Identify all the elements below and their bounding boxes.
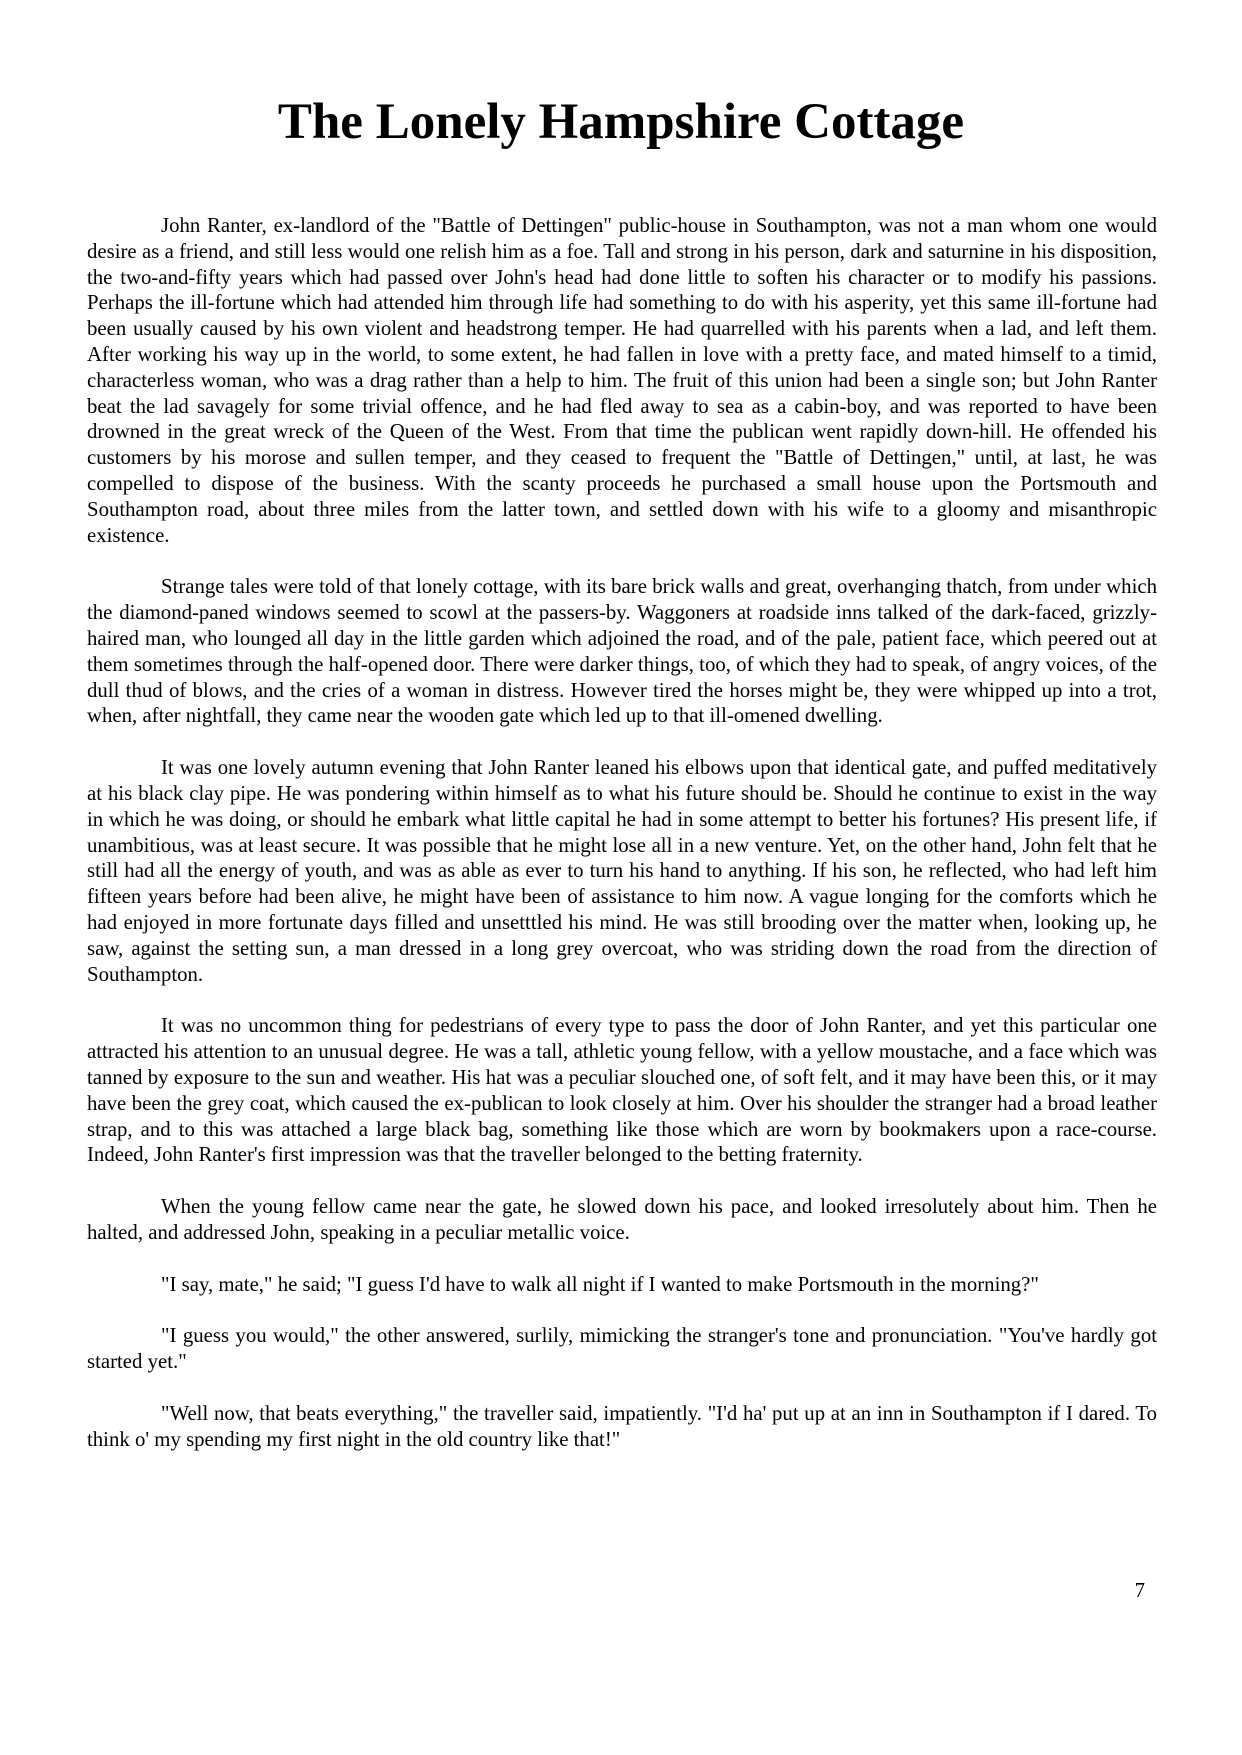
page-title: The Lonely Hampshire Cottage	[277, 94, 965, 150]
paragraph-4: It was no uncommon thing for pedestrians of every type to pass the door of John Ranter, and yet this particular one attracted his attention to an unusual degree. He was a tall, athletic young fellow, with a yellow moustache, and a face which was tanned by exposure to the sun and weather. His hat was a peculiar slouched one, of soft felt, and it may have been this, or it may have been the grey coat, which caused the ex-publican to look closely at him. Over his shoulder the stranger had a broad leather strap, and to this was attached a large black bag, something like those which are worn by bookmakers upon a race-course. Indeed, John Ranter's first impression was that the traveller belonged to the betting fraternity.	[87, 1014, 1157, 1167]
paragraph-2: Strange tales were told of that lonely cottage, with its bare brick walls and great, overhanging thatch, from under which the diamond-paned windows seemed to scowl at the passers-by. Waggoners at roadside inns talked of the dark-faced, grizzly-haired man, who lounged all day in the little garden which adjoined the road, and of the pale, patient face, which peered out at them sometimes through the half-opened door. There were darker things, too, of which they had to speak, of angry voices, of the dull thud of blows, and the cries of a woman in distress. However tired the horses might be, they were whipped up into a trot, when, after nightfall, they came near the wooden gate which led up to that ill-omened dwelling.	[87, 575, 1157, 728]
paragraph-5: When the young fellow came near the gate, he slowed down his pace, and looked irresolutely about him. Then he halted, and addressed John, speaking in a peculiar metallic voice.	[87, 1195, 1157, 1244]
body-text	[87, 213, 1157, 1479]
paragraph-1: John Ranter, ex-landlord of the "Battle of Dettingen" public-house in Southampton, was not a man whom one would desire as a friend, and still less would one relish him as a foe. Tall and strong in his person, dark and saturnine in his disposition, the two-and-fifty years which had passed over John's head had done little to soften his character or to modify his passions. Perhaps the ill-fortune which had attended him through life had something to do with his asperity, yet this same ill-fortune had been usually caused by his own violent and headstrong temper. He had quarrelled with his parents when a lad, and left them. After working his way up in the world, to some extent, he had fallen in love with a pretty face, and mated himself to a timid, characterless woman, who was a drag rather than a help to him. The fruit of this union had been a single son; but John Ranter beat the lad savagely for some trivial offence, and he had fled away to sea as a cabin-boy, and was reported to have been drowned in the great wreck of the Queen of the West. From that time the publican went rapidly down-hill. He offended his customers by his morose and sullen temper, and they ceased to frequent the "Battle of Dettingen," until, at last, he was compelled to dispose of the business. With the scanty proceeds he purchased a small house upon the Portsmouth and Southampton road, about three miles from the latter town, and settled down with his wife to a gloomy and misanthropic existence.	[87, 214, 1157, 547]
page-number: 7	[1134, 1579, 1145, 1602]
paragraph-6: "I say, mate," he said; "I guess I'd have to walk all night if I wanted to make Portsmouth in the morning?"	[161, 1272, 1039, 1296]
paragraph-7: "I guess you would," the other answered, surlily, mimicking the stranger's tone and pronunciation. "You've hardly got started yet."	[87, 1324, 1157, 1374]
paragraph-8: "Well now, that beats everything," the traveller said, impatiently. "I'd ha' put up at an inn in Southampton if I dared. To think o' my spending my first night in the old country like that!"	[87, 1402, 1157, 1451]
paragraph-3: It was one lovely autumn evening that John Ranter leaned his elbows upon that identical gate, and puffed meditatively at his black clay pipe. He was pondering within himself as to what his future should be. Should he continue to exist in the way in which he was doing, or should he embark what little capital he had in some attempt to better his fortunes? His present life, if unambitious, was at least secure. It was possible that he might lose all in a new venture. Yet, on the other hand, John felt that he still had all the energy of youth, and was as able as ever to turn his hand to anything. If his son, he reflected, who had left him fifteen years before had been alive, he might have been of assistance to him now. A vague longing for the comforts which he had enjoyed in more fortunate days filled and unsetttled his mind. He was still brooding over the matter when, looking up, he saw, against the setting sun, a man dressed in a long grey overcoat, who was striding down the road from the direction of Southampton.	[87, 756, 1157, 986]
